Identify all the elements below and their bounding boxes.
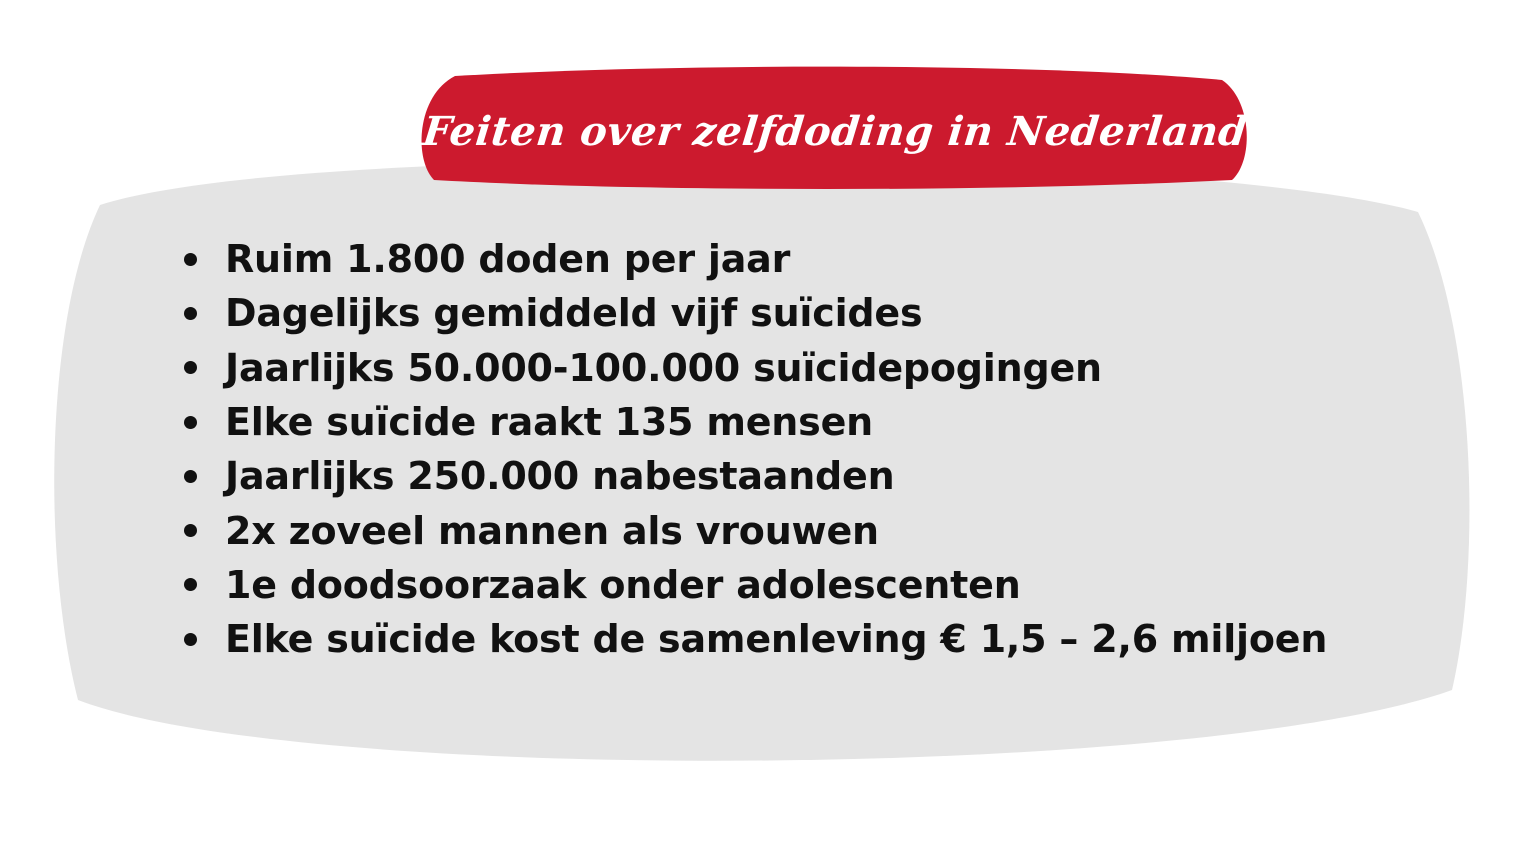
bullet-icon xyxy=(184,470,197,483)
list-item xyxy=(184,612,1327,666)
list-item xyxy=(184,503,1327,557)
bullet-icon xyxy=(184,578,197,591)
fact-text: 1e doodsoorzaak onder adolescenten xyxy=(225,562,1021,607)
title: Feiten over zelfdoding in Nederland xyxy=(420,108,1250,155)
fact-text: Elke suïcide kost de samenleving € 1,5 – 2,6 miljoen xyxy=(225,617,1328,662)
list-item xyxy=(184,449,1327,503)
bullet-icon xyxy=(184,361,197,374)
bullet-icon xyxy=(184,633,197,646)
list-item xyxy=(184,341,1327,395)
fact-text: Elke suïcide raakt 135 mensen xyxy=(225,400,873,445)
bullet-icon xyxy=(184,307,197,320)
list-item xyxy=(184,558,1327,612)
list-item xyxy=(184,286,1327,340)
list-item xyxy=(184,395,1327,449)
bullet-icon xyxy=(184,524,197,537)
fact-text: Dagelijks gemiddeld vijf suïcides xyxy=(225,291,923,336)
bullet-icon xyxy=(184,253,197,266)
list-item xyxy=(184,232,1327,286)
fact-text: Jaarlijks 50.000-100.000 suïcidepogingen xyxy=(225,345,1102,390)
facts-list xyxy=(184,232,1327,666)
fact-text: Ruim 1.800 doden per jaar xyxy=(225,237,791,282)
fact-text: Jaarlijks 250.000 nabestaanden xyxy=(225,454,895,499)
fact-text: 2x zoveel mannen als vrouwen xyxy=(225,508,879,553)
bullet-icon xyxy=(184,416,197,429)
